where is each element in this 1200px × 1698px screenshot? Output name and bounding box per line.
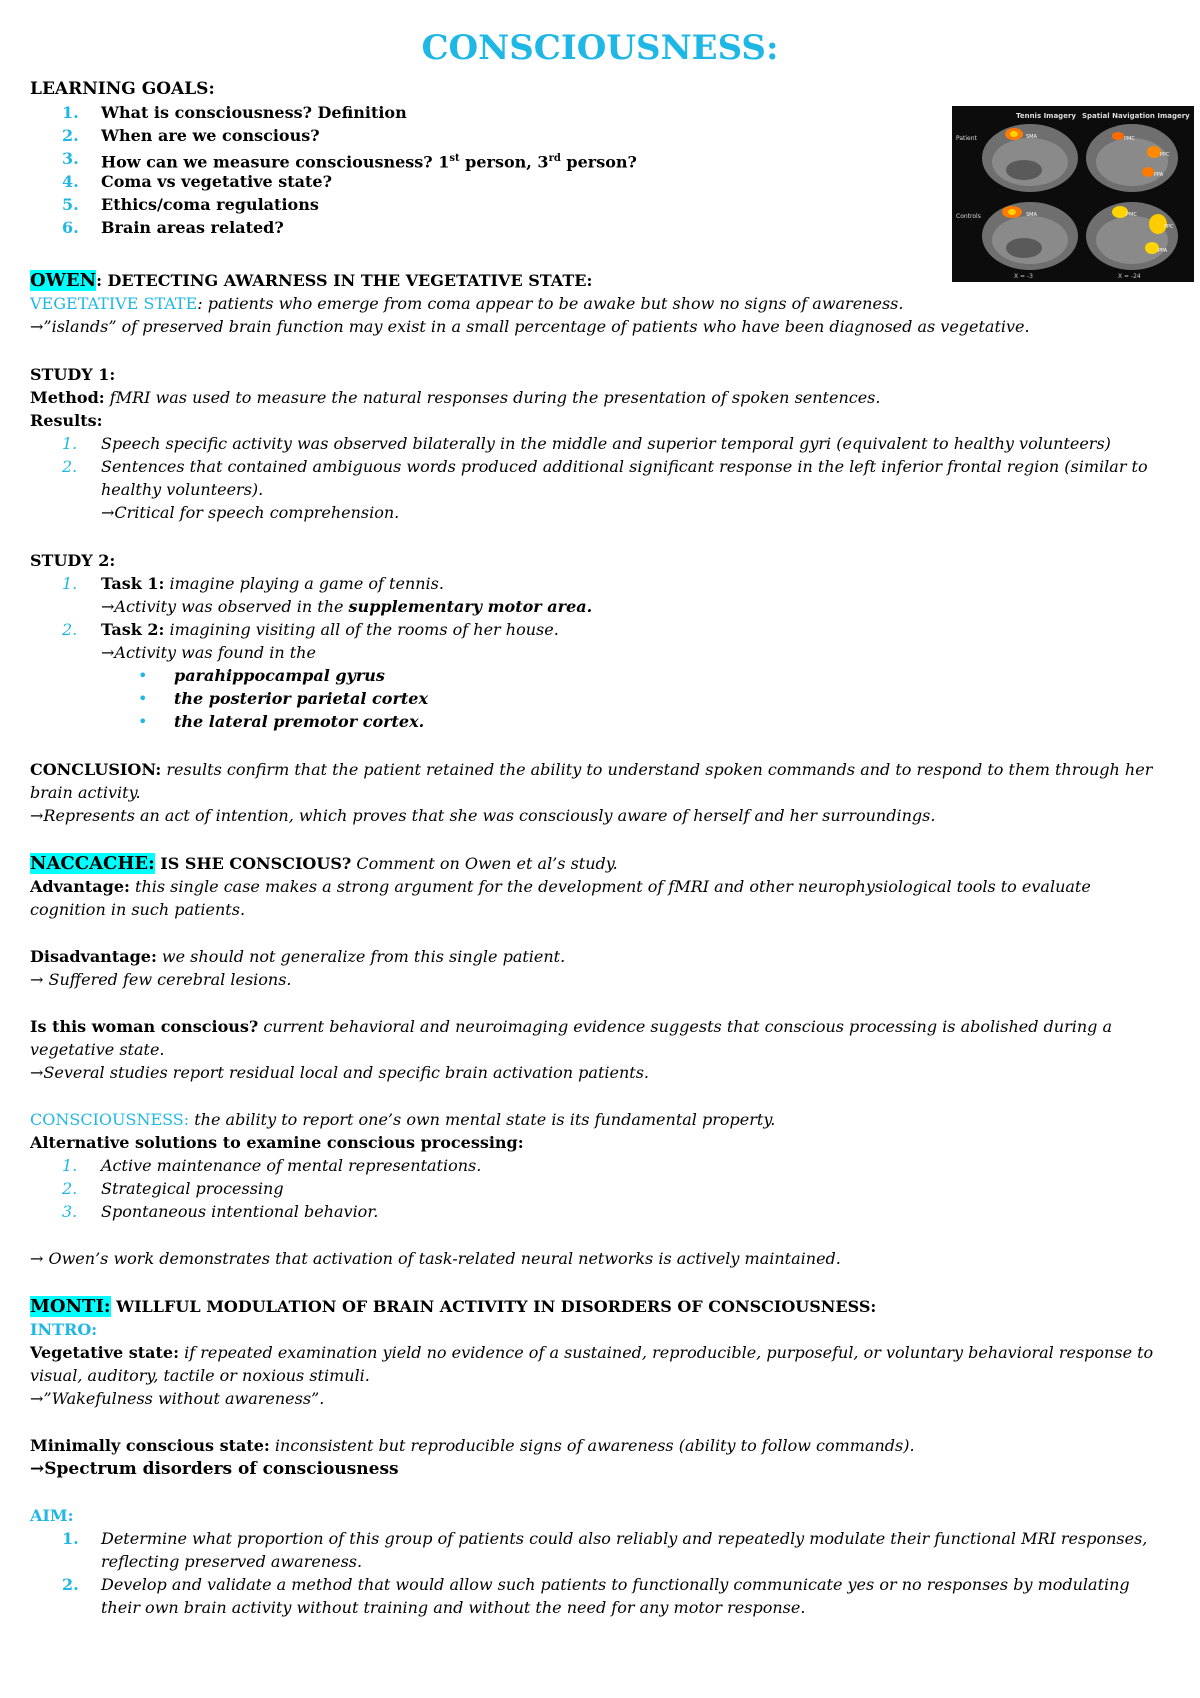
fmri-brain-figure <box>952 106 1194 282</box>
study2-heading: STUDY 2: <box>30 551 116 570</box>
aim-item-2: Develop and validate a method that would allow such patients to functionally communicate yes or no responses by modulating <box>101 1575 1130 1594</box>
task-number: 1. <box>62 574 78 593</box>
monti-spectrum: →Spectrum disorders of consciousness <box>30 1459 399 1479</box>
owen-conclusion: CONCLUSION: results confirm that the patient retained the ability to understand spoken commands and to respond to them through her <box>30 760 1153 779</box>
goal-number: 6. <box>62 218 79 237</box>
goal-item: How can we measure consciousness? 1st person, 3rd person? <box>101 152 637 172</box>
bullet-icon: • <box>138 666 148 685</box>
consciousness-def: CONSCIOUSNESS: the ability to report one’s own mental state is its fundamental property. <box>30 1110 776 1129</box>
result-number: 1. <box>62 434 78 453</box>
naccache-question-cont: vegetative state. <box>30 1040 165 1059</box>
naccache-highlight: NACCACHE: <box>30 853 155 874</box>
goal-number: 1. <box>62 103 79 122</box>
aim-item-2-cont: their own brain activity without training and without the need for any motor response. <box>101 1598 806 1617</box>
monti-mcs: Minimally conscious state: inconsistent but reproducible signs of awareness (ability to follow commands). <box>30 1436 915 1455</box>
alt-number: 3. <box>62 1202 78 1221</box>
owen-heading: OWEN: DETECTING AWARNESS IN THE VEGETATIVE STATE: <box>30 270 593 291</box>
study1-result-1: Speech specific activity was observed bilaterally in the middle and superior temporal gyri (equivalent to healthy volunteers) <box>101 434 1111 453</box>
aim-item-1: Determine what proportion of this group of patients could also reliably and repeatedly modulate their functional MRI responses, <box>101 1529 1148 1548</box>
learning-goals-heading: LEARNING GOALS: <box>30 79 215 99</box>
goal-number: 3. <box>62 149 79 168</box>
svg-text:PPC: PPC <box>1160 152 1170 158</box>
study2-task2: Task 2: imagining visiting all of the rooms of her house. <box>101 620 559 639</box>
monti-heading: MONTI: WILLFUL MODULATION OF BRAIN ACTIVITY IN DISORDERS OF CONSCIOUSNESS: <box>30 1296 877 1317</box>
study1-heading: STUDY 1: <box>30 365 116 384</box>
svg-text:SMA: SMA <box>1026 134 1037 140</box>
figure-row1-label: Patient <box>956 135 977 142</box>
aim-number: 1. <box>62 1529 79 1548</box>
bullet-icon: • <box>138 689 148 708</box>
alt-solutions-heading: Alternative solutions to examine conscious processing: <box>30 1133 524 1152</box>
naccache-question-arrow: →Several studies report residual local and specific brain activation patients. <box>30 1063 649 1082</box>
alt-item: Strategical processing <box>101 1179 284 1198</box>
goal-item: Brain areas related? <box>101 218 284 237</box>
alt-item: Spontaneous intentional behavior. <box>101 1202 379 1221</box>
svg-text:PMC: PMC <box>1126 212 1137 218</box>
goal-item: Ethics/coma regulations <box>101 195 319 214</box>
naccache-heading: NACCACHE: IS SHE CONSCIOUS? Comment on Owen et al’s study. <box>30 853 618 874</box>
svg-text:SMA: SMA <box>1026 212 1037 218</box>
naccache-advantage: Advantage: this single case makes a strong argument for the development of fMRI and other neurophysiological tools to evaluate <box>30 877 1091 896</box>
owen-conclusion-cont: brain activity. <box>30 783 141 802</box>
region-item: the lateral premotor cortex. <box>174 712 425 731</box>
aim-number: 2. <box>62 1575 79 1594</box>
study1-results-label: Results: <box>30 411 103 430</box>
svg-text:PPA: PPA <box>1154 172 1164 178</box>
figure-x2-label: X = -24 <box>1118 273 1141 280</box>
vegetative-state-def: VEGETATIVE STATE: patients who emerge from coma appear to be awake but show no signs of awareness. <box>30 294 904 313</box>
monti-vegetative-state-cont: visual, auditory, tactile or noxious stimuli. <box>30 1366 370 1385</box>
svg-text:PPC: PPC <box>1164 224 1174 230</box>
goal-item: What is consciousness? Definition <box>101 103 407 122</box>
alt-number: 1. <box>62 1156 78 1175</box>
alt-number: 2. <box>62 1179 78 1198</box>
owen-conclusion-arrow: →Represents an act of intention, which proves that she was consciously aware of herself and her surroundings. <box>30 806 936 825</box>
figure-col2-label: Spatial Navigation Imagery <box>1082 112 1190 120</box>
study1-result-2: Sentences that contained ambiguous words produced additional significant response in the left inferior frontal region (similar to <box>101 457 1148 476</box>
study1-method: Method: fMRI was used to measure the natural responses during the presentation of spoken sentences. <box>30 388 881 407</box>
study2-task2-result: →Activity was found in the <box>101 643 316 662</box>
goal-number: 5. <box>62 195 79 214</box>
goal-number: 4. <box>62 172 79 191</box>
monti-wakefulness-arrow: →”Wakefulness without awareness”. <box>30 1389 325 1408</box>
owen-highlight: OWEN <box>30 270 97 291</box>
goal-number: 2. <box>62 126 79 145</box>
aim-item-1-cont: reflecting preserved awareness. <box>101 1552 363 1571</box>
figure-row2-label: Controls <box>956 213 981 220</box>
figure-x1-label: X = -3 <box>1014 273 1033 280</box>
naccache-disadvantage-arrow: → Suffered few cerebral lesions. <box>30 970 292 989</box>
study1-result-2-cont: healthy volunteers). <box>101 480 264 499</box>
naccache-final-arrow: → Owen’s work demonstrates that activation of task-related neural networks is actively maintained. <box>30 1249 841 1268</box>
result-number: 2. <box>62 457 78 476</box>
monti-vegetative-state: Vegetative state: if repeated examination yield no evidence of a sustained, reproducible, purposeful, or voluntary behavioral response to <box>30 1343 1154 1362</box>
svg-text:PMC: PMC <box>1124 136 1135 142</box>
study1-result-2-arrow: →Critical for speech comprehension. <box>101 503 400 522</box>
region-item: the posterior parietal cortex <box>174 689 428 708</box>
monti-intro-label: INTRO: <box>30 1320 98 1339</box>
islands-note: →”islands” of preserved brain function may exist in a small percentage of patients who have been diagnosed as vegetative. <box>30 317 1030 336</box>
page-title: CONSCIOUSNESS: <box>421 28 779 68</box>
study2-task1: Task 1: imagine playing a game of tennis. <box>101 574 444 593</box>
svg-text:PPA: PPA <box>1158 248 1168 254</box>
alt-item: Active maintenance of mental representations. <box>101 1156 482 1175</box>
naccache-disadvantage: Disadvantage: we should not generalize from this single patient. <box>30 947 566 966</box>
bullet-icon: • <box>138 712 148 731</box>
task-number: 2. <box>62 620 78 639</box>
region-item: parahippocampal gyrus <box>174 666 385 685</box>
naccache-advantage-cont: cognition in such patients. <box>30 900 246 919</box>
naccache-question: Is this woman conscious? current behavioral and neuroimaging evidence suggests that conscious processing is abolished during a <box>30 1017 1113 1036</box>
monti-aim-label: AIM: <box>30 1506 74 1525</box>
figure-col1-label: Tennis Imagery <box>1016 112 1076 120</box>
goal-item: Coma vs vegetative state? <box>101 172 332 191</box>
goal-item: When are we conscious? <box>101 126 320 145</box>
monti-highlight: MONTI: <box>30 1296 111 1317</box>
study2-task1-result: →Activity was observed in the supplementary motor area. <box>101 597 593 616</box>
